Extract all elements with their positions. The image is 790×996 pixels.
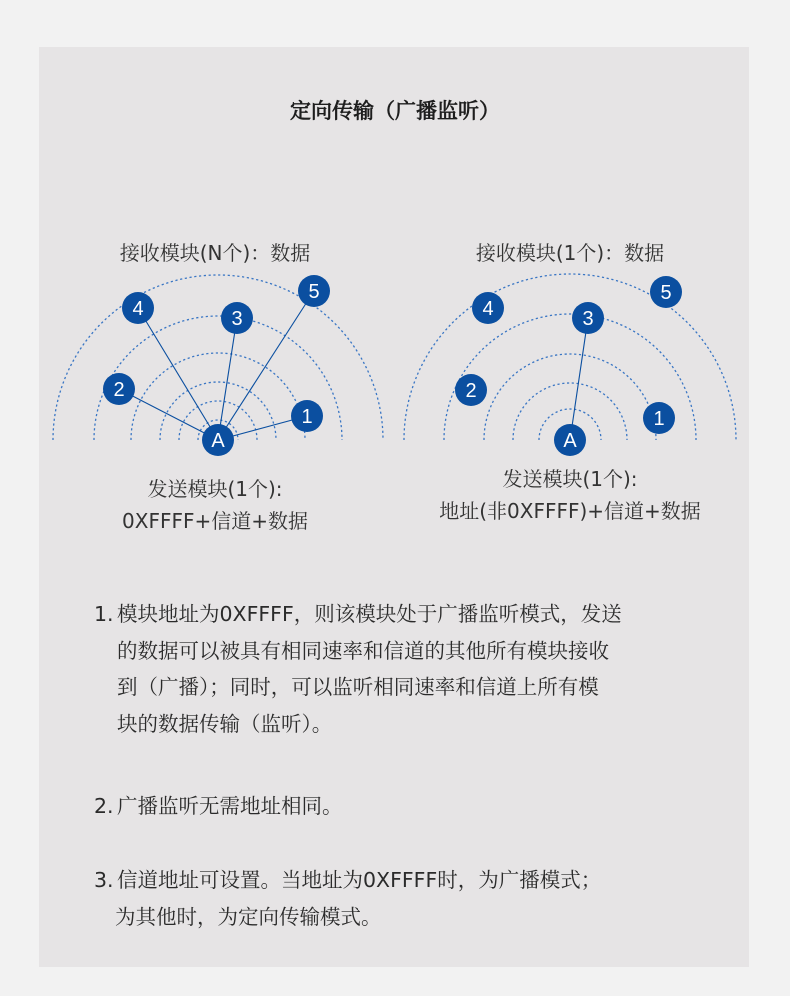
note-number: 2.	[94, 794, 114, 818]
directed-diagram-2	[400, 268, 760, 468]
receiver-node-5	[298, 275, 330, 307]
note-3	[94, 862, 734, 935]
broadcast-diagram-1	[40, 268, 400, 468]
note-1	[94, 596, 734, 742]
node-label: A	[211, 430, 225, 452]
node-label: 2	[465, 380, 477, 402]
wave-arcs	[404, 274, 736, 440]
wave-arcs	[53, 275, 383, 440]
note-line: 的数据可以被具有相同速率和信道的其他所有模块接收	[117, 638, 609, 663]
receiver-label-1: 接收模块(N个)：数据	[119, 241, 311, 265]
sender-label-1-line1: 发送模块(1个):	[147, 477, 283, 501]
receiver-node-2	[455, 374, 487, 406]
note-number: 1.	[94, 602, 114, 626]
receiver-node-3	[221, 302, 253, 334]
sender-node	[554, 424, 586, 456]
node-label: A	[563, 430, 577, 452]
sender-label-1-line2: 0XFFFF+信道+数据	[122, 509, 308, 533]
node-label: 5	[308, 281, 320, 303]
receiver-node-1	[291, 400, 323, 432]
node-label: 4	[132, 298, 144, 320]
note-line: 块的数据传输（监听）。	[117, 711, 333, 736]
note-number: 3.	[94, 868, 114, 892]
receiver-node-4	[122, 292, 154, 324]
sender-label-2-line2: 地址(非0XFFFF)+信道+数据	[439, 499, 701, 523]
receiver-label-2: 接收模块(1个)：数据	[475, 241, 665, 265]
sender-node	[202, 424, 234, 456]
receiver-node-3	[572, 302, 604, 334]
note-line: 到（广播）；同时，可以监听相同速率和信道上所有模	[117, 675, 599, 699]
receiver-node-2	[103, 373, 135, 405]
link-line	[570, 318, 588, 440]
node-label: 1	[653, 408, 665, 430]
node-label: 1	[301, 406, 313, 428]
node-label: 5	[660, 282, 672, 304]
sender-label-2-line1: 发送模块(1个):	[502, 467, 638, 491]
note-line: 为其他时，为定向传输模式。	[115, 904, 382, 929]
node-label: 4	[482, 298, 494, 320]
note-2	[94, 788, 734, 825]
node-label: 3	[231, 308, 243, 330]
note-line: 信道地址可设置。当地址为0XFFFF时，为广播模式；	[117, 868, 602, 892]
page-title: 定向传输（广播监听）	[290, 99, 500, 123]
link-line	[218, 318, 237, 440]
wave-arc	[404, 274, 736, 440]
node-label: 2	[113, 379, 125, 401]
receiver-node-1	[643, 402, 675, 434]
link-line	[138, 308, 218, 440]
note-line: 模块地址为0XFFFF，则该模块处于广播监听模式，发送	[117, 602, 622, 626]
note-line: 广播监听无需地址相同。	[117, 794, 343, 818]
receiver-node-5	[650, 276, 682, 308]
receiver-node-4	[472, 292, 504, 324]
wave-arc	[53, 275, 383, 440]
node-label: 3	[582, 308, 594, 330]
